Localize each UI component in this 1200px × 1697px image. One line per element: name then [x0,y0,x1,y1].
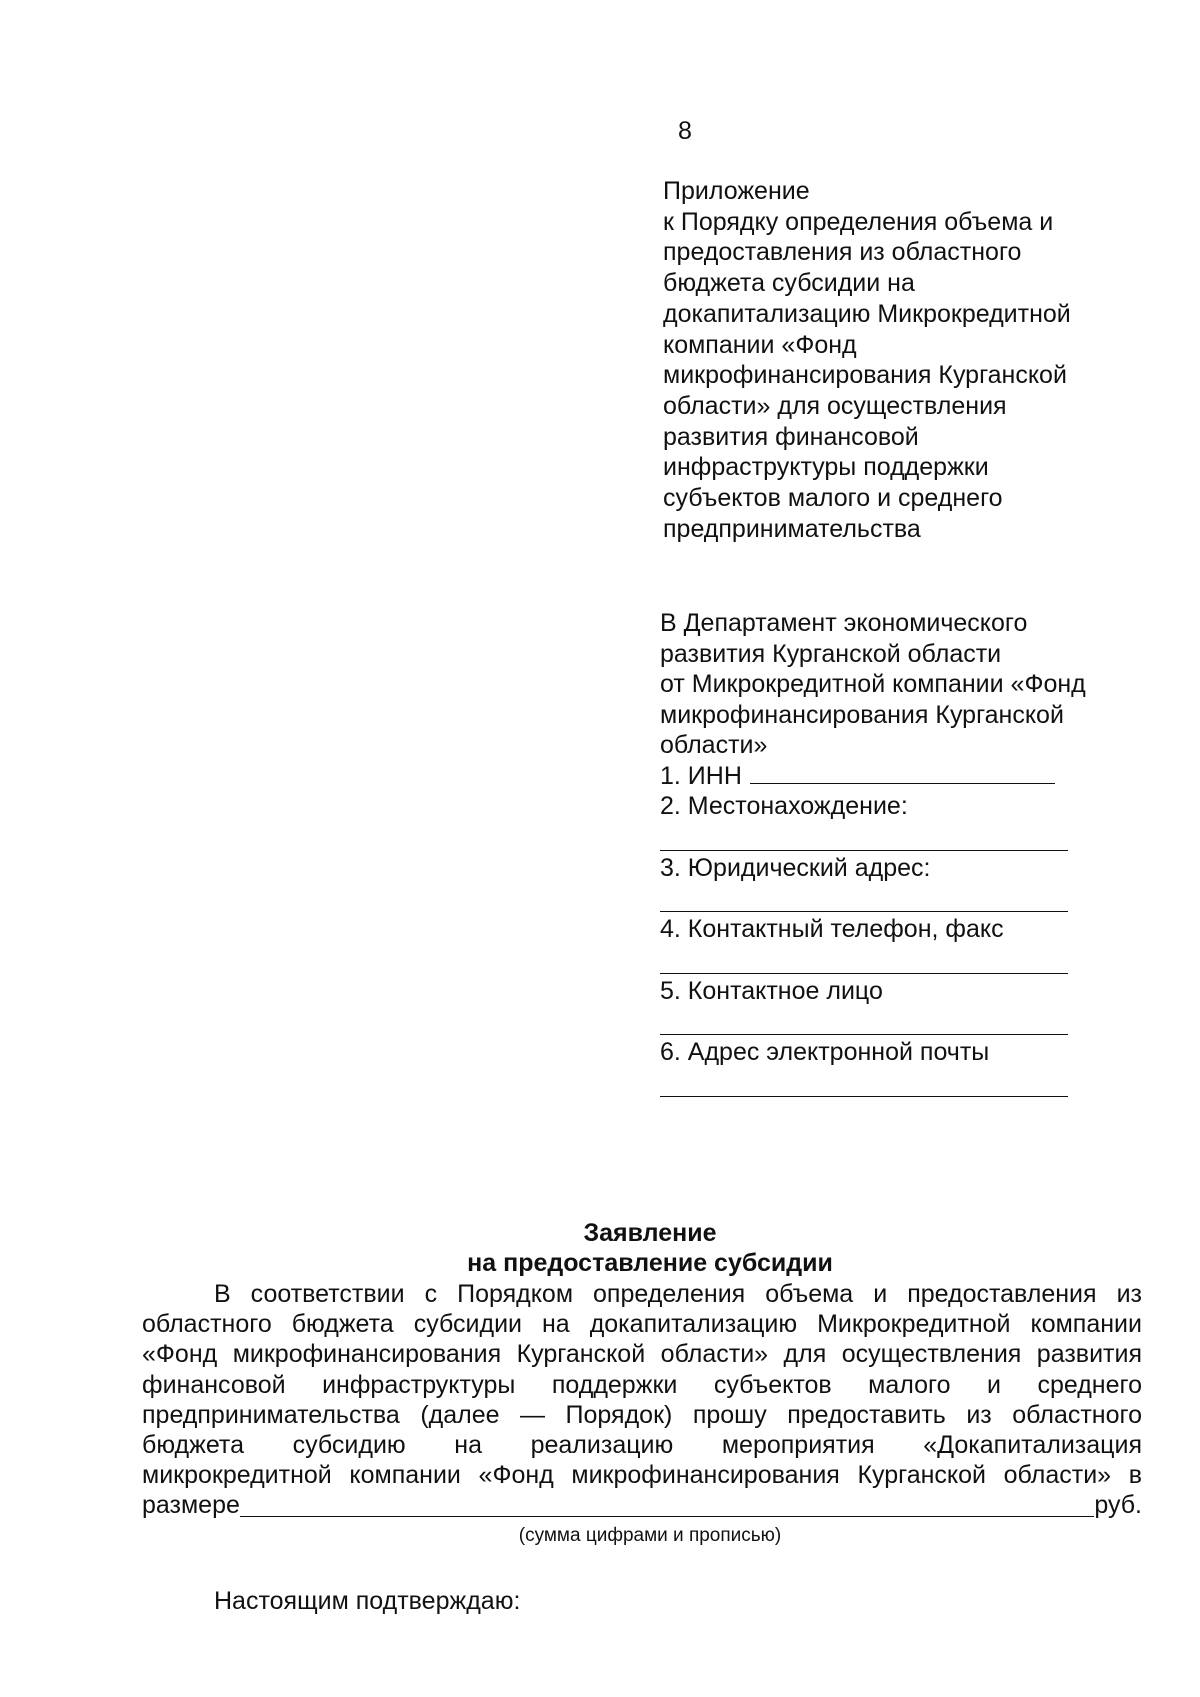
phone-fax-blank[interactable] [660,945,1068,974]
statement-title: Заявление [583,1219,717,1247]
amount-hint: (сумма цифрами и прописью) [518,1525,782,1546]
addressee-line: от Микрокредитной компании «Фонд [660,670,1086,698]
appendix-line: развития финансовой [663,422,919,451]
appendix-line: инфраструктуры поддержки [663,453,989,482]
amount-suffix: руб. [1094,1491,1142,1520]
appendix-line: области» для осуществления [663,391,1007,420]
appendix-line: докапитализацию Микрокредитной [663,299,1071,328]
addressee-block [660,608,1130,1099]
appendix-line: компании «Фонд [663,330,857,359]
email-blank[interactable] [660,1068,1068,1097]
contact-person-label: 5. Контактное лицо [660,976,883,1005]
location-blank[interactable] [660,822,1068,851]
appendix-line: бюджета субсидии на [663,269,915,298]
appendix-line: субъектов малого и среднего [663,484,1003,513]
email-label: 6. Адрес электронной почты [660,1038,990,1066]
appendix-line: предпринимательства [663,514,921,543]
statement-line: финансовой инфраструктуры поддержки субъектов малого и среднего [142,1370,1142,1399]
legal-address-label: 3. Юридический адрес: [660,853,931,882]
inn-label: 1. ИНН [660,761,742,790]
statement-line: В соответствии с Порядком определения объема и предоставления из [214,1280,1142,1308]
confirm-text: Настоящим подтверждаю: [214,1587,521,1615]
statement-body [142,1279,1142,1521]
inn-blank[interactable] [750,761,1055,784]
amount-blank[interactable] [240,1492,1094,1517]
statement-line: микрокредитной компании «Фонд микрофинансирования Курганской области» в [142,1461,1142,1490]
appendix-line: предоставления из областного [663,238,1022,267]
page-number: 8 [678,117,692,145]
legal-address-blank[interactable] [660,883,1068,912]
appendix-line: Приложение [663,177,810,205]
location-label: 2. Местонахождение: [660,792,908,820]
statement-line: «Фонд микрофинансирования Курганской области» для осуществления развития [142,1340,1142,1369]
addressee-line: микрофинансирования Курганской [660,700,1064,729]
appendix-line: микрофинансирования Курганской [663,361,1067,390]
statement-line: предпринимательства (далее — Порядок) прошу предоставить из областного [142,1400,1142,1429]
addressee-line: В Департамент экономического [660,609,1028,637]
contact-person-blank[interactable] [660,1006,1068,1035]
statement-subtitle: на предоставление субсидии [467,1249,833,1277]
amount-row [142,1490,1142,1520]
appendix-line: к Порядку определения объема и [663,207,1054,236]
phone-fax-label: 4. Контактный телефон, факс [660,915,1004,943]
addressee-line: развития Курганской области [660,639,1002,668]
amount-prefix: размере [142,1491,240,1520]
inn-field [660,761,1130,792]
statement-line: областного бюджета субсидии на докапитализацию Микрокредитной компании [142,1310,1142,1339]
appendix-block [663,176,1133,544]
addressee-line: области» [660,731,768,759]
statement-line: бюджета субсидию на реализацию мероприятия «Докапитализация [142,1431,1142,1460]
